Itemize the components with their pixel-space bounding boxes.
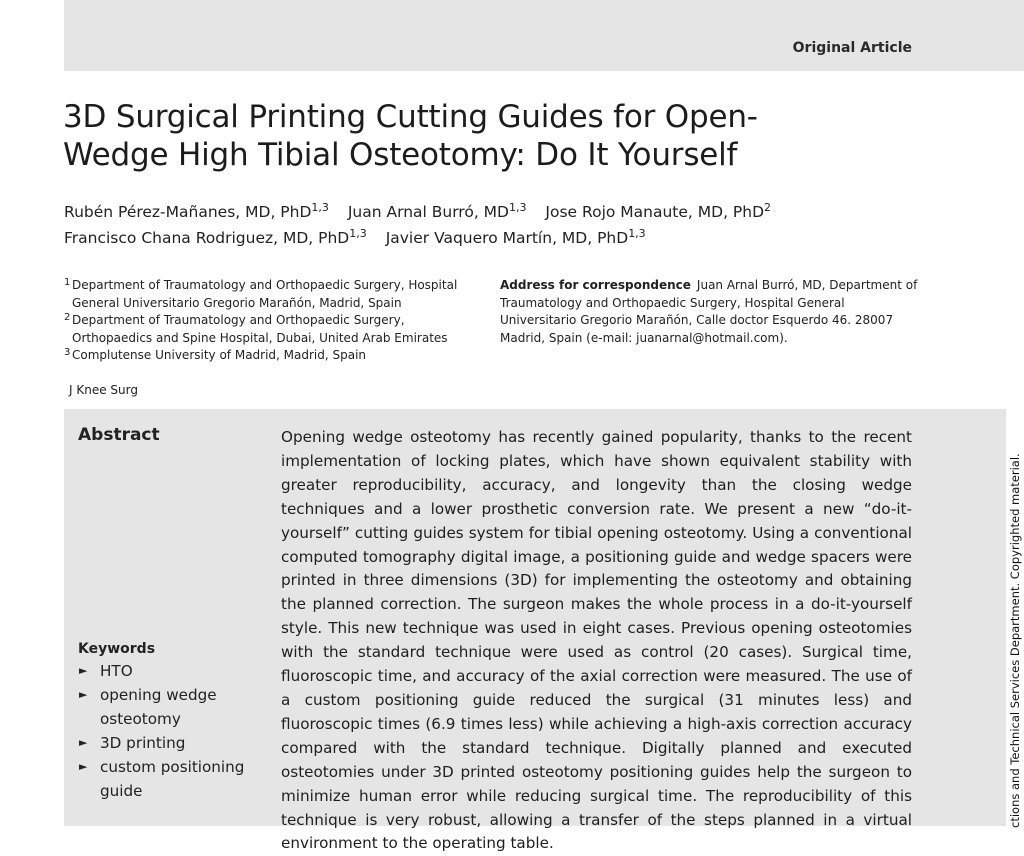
author-name: Juan Arnal Burró, MD	[347, 203, 509, 221]
author-affiliation-ref: 2	[764, 201, 772, 214]
keyword-item	[78, 683, 278, 731]
triangle-bullet-icon: ►	[79, 736, 88, 749]
author	[348, 203, 527, 221]
abstract-heading: Abstract	[78, 425, 160, 445]
keyword-text: 3D printing	[100, 734, 186, 752]
keyword-item	[78, 731, 278, 755]
triangle-bullet-icon: ►	[79, 688, 88, 701]
affiliation-item	[64, 277, 484, 312]
affiliation-list	[64, 277, 484, 365]
author	[64, 229, 367, 247]
keyword-text: custom positioning guide	[100, 758, 245, 800]
author-affiliation-ref: 1,3	[628, 227, 646, 240]
keywords-heading: Keywords	[78, 641, 156, 657]
article-title: 3D Surgical Printing Cutting Guides for Open-Wedge High Tibial Osteotomy: Do It Yourself	[63, 99, 758, 173]
keyword-text: opening wedge osteotomy	[100, 686, 217, 728]
triangle-bullet-icon: ►	[79, 760, 88, 773]
affiliation-number: 1	[64, 277, 71, 288]
author-name: Jose Rojo Manaute, MD, PhD	[545, 203, 765, 221]
affiliation-item	[64, 312, 484, 347]
journal-name: J Knee Surg	[69, 383, 138, 397]
affiliation-text: Complutense University of Madrid, Madrid, Spain	[72, 348, 367, 363]
header-band	[64, 0, 1024, 71]
copyright-side-notice	[1008, 420, 1022, 828]
author-affiliation-ref: 1,3	[349, 227, 367, 240]
abstract-panel	[64, 409, 1006, 853]
article-type-label: Original Article	[792, 40, 912, 56]
keyword-item	[78, 659, 278, 683]
author-name: Francisco Chana Rodriguez, MD, PhD	[64, 229, 350, 247]
keywords-list	[78, 659, 278, 803]
affiliation-text: Department of Traumatology and Orthopaedic Surgery, Orthopaedics and Spine Hospital, Dubai, United Arab Emirates	[72, 313, 448, 345]
abstract-text: Opening wedge osteotomy has recently gained popularity, thanks to the recent implementation of locking plates, which have shown equivalent stability with greater reproducibility, accuracy, and longevity than the closing wedge techniques and a lower prosthetic conversion rate. We present a new “do-it-yourself” cutting guides system for tibial opening osteotomy. Using a conventional computed tomography digital image, a positioning guide and wedge spacers were printed in three dimensions (3D) for implementing the osteotomy and obtaining the planned correction. The surgeon makes the whole process in a do-it-yourself style. This new technique was used in eight cases. Previous opening osteotomies with the standard technique were used as control (20 cases). Surgical time, fluoroscopic time, and accuracy of the axial correction were measured. The use of a custom positioning guide reduced the surgical (31 minutes less) and fluoroscopic times (6.9 times less) while achieving a high-axis correction accuracy compared with the standard technique. Digitally planned and executed osteotomies under 3D printed osteotomy positioning guides help the surgeon to minimize human error while reducing surgical time. The reproducibility of this technique is very robust, allowing a transfer of the steps planned in a virtual environment to the operating table.	[281, 428, 912, 853]
author	[386, 229, 646, 247]
correspondence-address	[500, 277, 920, 347]
correspondence-label: Address for correspondence	[500, 278, 691, 292]
affiliation-text: Department of Traumatology and Orthopaedic Surgery, Hospital General Universitario Gregorio Marañón, Madrid, Spain	[72, 278, 458, 310]
keyword-text: HTO	[100, 662, 133, 680]
author-name: Javier Vaquero Martín, MD, PhD	[385, 229, 629, 247]
affiliation-number: 2	[64, 312, 71, 324]
author	[64, 203, 329, 221]
correspondence-text: Juan Arnal Burró, MD, Department of Traumatology and Orthopaedic Surgery, Hospital General Universitario Gregorio Marañón, Calle doctor Esquerdo 46. 28007 Madrid, Spain (e-mail: juanarnal@hotmail.com).	[500, 278, 918, 345]
author-name: Rubén Pérez-Mañanes, MD, PhD	[64, 203, 312, 221]
keywords-section	[78, 641, 278, 803]
keyword-item	[78, 755, 278, 803]
author-affiliation-ref: 1,3	[311, 201, 329, 214]
author-affiliation-ref: 1,3	[508, 201, 527, 214]
author	[545, 203, 771, 221]
triangle-bullet-icon: ►	[79, 664, 88, 677]
author-list	[64, 199, 964, 251]
affiliation-item	[64, 347, 484, 365]
affiliation-number: 3	[64, 347, 71, 359]
copyright-side-text: ctions and Technical Services Department. Copyrighted material.	[1008, 453, 1022, 828]
